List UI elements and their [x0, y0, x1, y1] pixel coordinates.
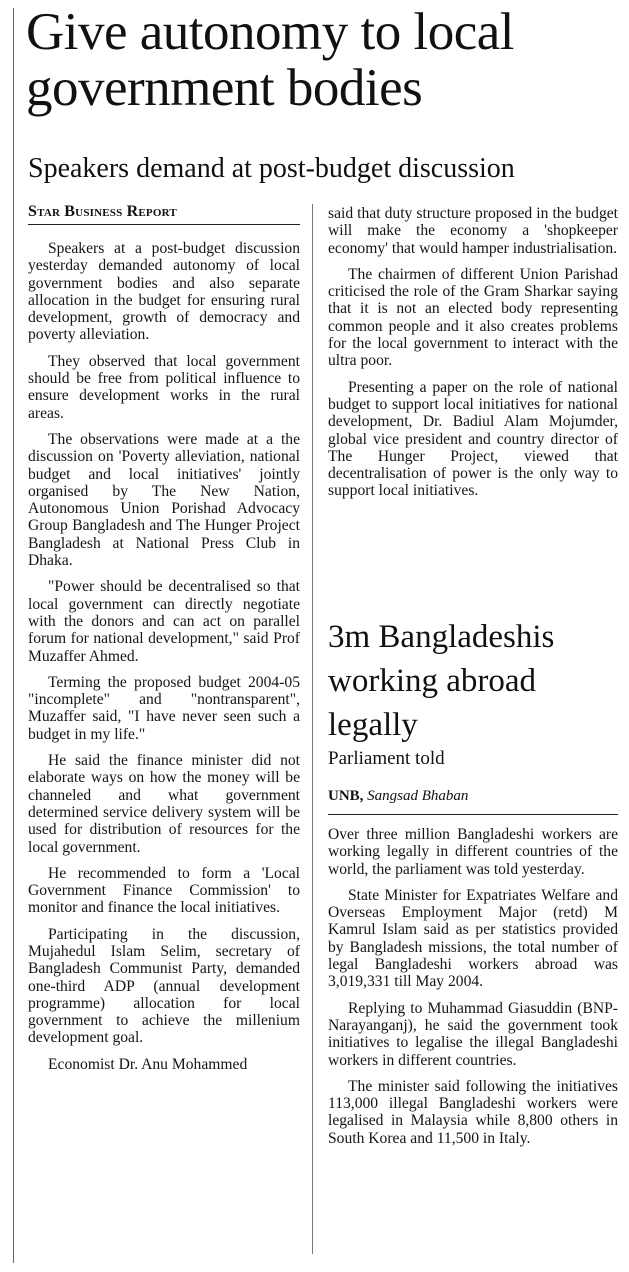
paragraph: He recommended to form a 'Local Government Finance Commission' to monitor and finance the local initiatives. — [28, 864, 300, 917]
paragraph: They observed that local government should be free from political influence to ensure development works in the rural areas. — [28, 352, 300, 422]
headline: Give autonomy to local government bodies — [26, 3, 514, 117]
paragraph: Economist Dr. Anu Mohammed — [48, 1055, 248, 1073]
column-rule-left — [13, 8, 14, 1263]
paragraph: Participating in the discussion, Mujahedul Islam Selim, secretary of Bangladesh Communist Party, demanded one-third ADP (annual development programme) allocation for local government to achieve the millenium development goal. — [28, 925, 300, 1047]
paragraph: The observations were made at a the discussion on 'Poverty alleviation, national budget and local initiatives' jointly organised by The New Nation, Autonomous Union Porishad Advocacy Group Bangladesh and The Hunger Project Bangladesh at National Press Club in Dhaka. — [28, 430, 300, 570]
paragraph: Presenting a paper on the role of national budget to support local initiatives for national development, Dr. Badiul Alam Mojumder, global vice president and country director of The Hunger Project, viewed that decentralisation of power is the only way to support local initiatives. — [328, 378, 618, 500]
story2-column — [328, 826, 618, 1156]
story2-headline: 3m Bangladeshis working abroad legally — [328, 619, 555, 743]
paragraph: Terming the proposed budget 2004-05 "incomplete" and "nontransparent", Muzaffer said, "I have never seen such a budget in my life." — [28, 673, 300, 743]
byline: Star Business Report — [28, 203, 177, 220]
paragraph: The minister said following the initiatives 113,000 illegal Bangladeshi workers were legalised in Malaysia while 8,800 others in South Korea and 11,500 in Italy. — [328, 1077, 618, 1147]
paragraph: said that duty structure proposed in the budget will make the economy a 'shopkeeper economy' that would hamper industrialisation. — [328, 205, 618, 257]
paragraph: He said the finance minister did not elaborate ways on how the money will be channeled and what government determined service delivery system will be used for distribution of resources for the local government. — [28, 752, 300, 856]
story2-byline-agency: UNB, — [328, 788, 364, 804]
paragraph: "Power should be decentralised so that local government can directly negotiate with the donors and can act on parallel forum for national development," said Prof Muzaffer Ahmed. — [28, 578, 300, 665]
column-divider — [312, 204, 313, 1254]
story1-column-left — [28, 240, 300, 1082]
story2-subheadline: Parliament told — [328, 748, 445, 769]
paragraph: Speakers at a post-budget discussion yesterday demanded autonomy of local government bodies and also separate allocation in the budget for ensuring rural development, growth of democracy and poverty alleviation. — [28, 240, 300, 344]
paragraph: State Minister for Expatriates Welfare and Overseas Employment Major (retd) M Kamrul Islam said as per statistics provided by Bangladesh missions, the total number of legal Bangladeshi workers abroad was 3,019,331 till May 2004. — [328, 886, 618, 991]
byline-rule — [28, 224, 300, 225]
paragraph: The chairmen of different Union Parishad criticised the role of the Gram Sharkar saying that it is not an elected body representing common people and it also creates problems for the local government to interact with the ultra poor. — [328, 265, 618, 370]
paragraph: Over three million Bangladeshi workers are working legally in different countries of the world, the parliament was told yesterday. — [328, 826, 618, 878]
subheadline: Speakers demand at post-budget discussion — [28, 153, 515, 184]
paragraph: Replying to Muhammad Giasuddin (BNP-Narayanganj), he said the government took initiatives to legalise the illegal Bangladeshi workers in different countries. — [328, 999, 618, 1069]
story2-byline-place: Sangsad Bhaban — [367, 788, 469, 804]
story2-byline-rule — [328, 814, 618, 815]
story2-byline — [328, 788, 618, 805]
story1-column-right — [328, 205, 618, 509]
